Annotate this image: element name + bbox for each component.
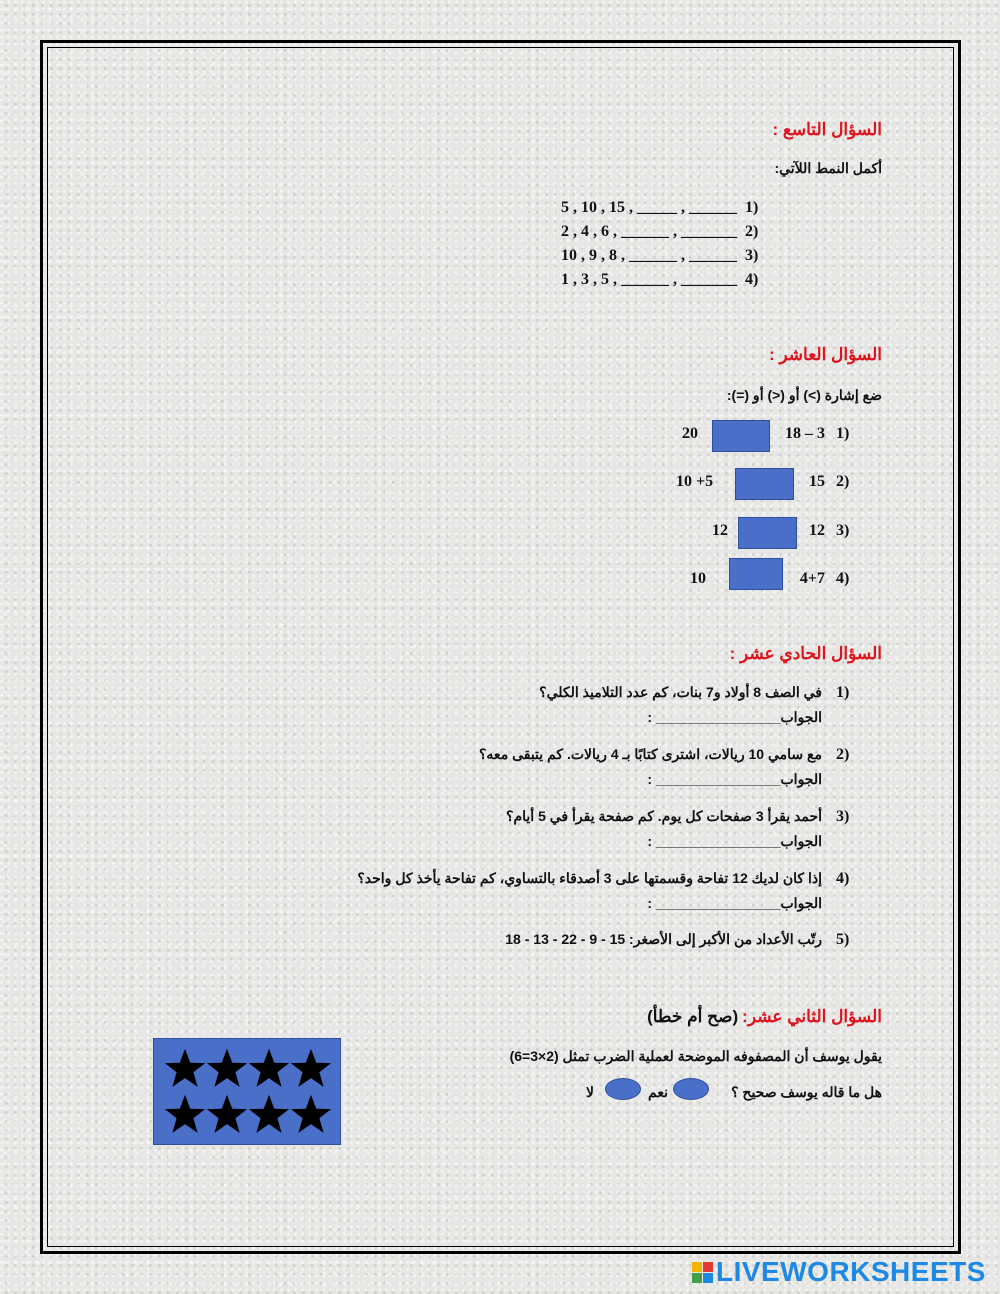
no-option-oval[interactable] <box>605 1078 641 1100</box>
star-icon <box>206 1047 248 1089</box>
q9-heading: السؤال التاسع : <box>772 120 882 139</box>
q10-item-left: 15 <box>809 473 825 490</box>
q11-item-text: إذا كان لديك 12 تفاحة وقسمتها على 3 أصدقاء بالتساوي، كم تفاحة يأخذ كل واحد؟ <box>357 870 822 886</box>
q9-item-sequence[interactable]: 1 , 3 , 5 , ______ , _______ <box>561 271 737 288</box>
star-icon <box>164 1093 206 1135</box>
q11-answer-line[interactable]: الجواب________________ : <box>647 709 822 725</box>
q9-item-sequence[interactable]: 5 , 10 , 15 , _____ , ______ <box>561 199 737 216</box>
q9-item-sequence[interactable]: 10 , 9 , 8 , ______ , ______ <box>561 247 737 264</box>
q11-item-num: 4) <box>836 870 850 887</box>
q12-heading-row <box>647 1007 882 1027</box>
star-icon <box>206 1093 248 1135</box>
star-array <box>153 1038 341 1145</box>
q9-item-num: 3) <box>745 247 759 264</box>
star-icon <box>248 1093 290 1135</box>
q10-item-left: 4+7 <box>799 570 825 587</box>
q11-heading: السؤال الحادي عشر : <box>729 644 882 663</box>
q9-item-num: 1) <box>745 199 759 216</box>
q10-item-num: 1) <box>836 425 850 442</box>
q11-answer-line[interactable]: الجواب________________ : <box>647 771 822 787</box>
q9-instruction: أكمل النمط اللآتي: <box>774 160 882 176</box>
star-icon <box>290 1093 332 1135</box>
q10-item-right: 12 <box>712 522 728 539</box>
q10-item-left: 12 <box>809 522 825 539</box>
logo-text: LIVEWORKSHEETS <box>716 1256 986 1287</box>
yes-option-oval[interactable] <box>673 1078 709 1100</box>
q10-item-left: 18 – 3 <box>785 425 825 442</box>
q10-heading: السؤال العاشر : <box>769 345 882 364</box>
q9-item-num: 4) <box>745 271 759 288</box>
q10-item-num: 3) <box>836 522 850 539</box>
q10-answer-box[interactable] <box>738 517 797 549</box>
q10-item-num: 4) <box>836 570 850 587</box>
q12-heading: السؤال الثاني عشر: <box>742 1007 882 1026</box>
logo-badge-icon <box>692 1262 713 1283</box>
q11-item-num: 3) <box>836 808 850 825</box>
q10-item-right: 10 +5 <box>676 473 714 490</box>
q11-item-text: رتّب الأعداد من الأكبر إلى الأصغر: 15 - 9 - 22 - 13 - 18 <box>505 931 822 947</box>
yes-label: نعم <box>648 1084 668 1100</box>
q10-item-num: 2) <box>836 473 850 490</box>
star-icon <box>290 1047 332 1089</box>
q12-heading-suffix: (صح أم خطأ) <box>647 1007 739 1026</box>
q10-answer-box[interactable] <box>735 468 794 500</box>
no-label: لا <box>586 1084 594 1100</box>
q11-item-num: 2) <box>836 746 850 763</box>
q11-item-text: أحمد يقرأ 3 صفحات كل يوم. كم صفحة يقرأ في 5 أيام؟ <box>506 808 822 824</box>
q11-item-text: مع سامي 10 ريالات، اشترى كتابًا بـ 4 ريالات. كم يتبقى معه؟ <box>479 746 822 762</box>
q12-question: هل ما قاله يوسف صحيح ؟ <box>731 1084 882 1100</box>
q11-item-num: 1) <box>836 684 850 701</box>
q10-answer-box[interactable] <box>712 420 770 452</box>
q10-item-right: 20 <box>682 425 698 442</box>
star-icon <box>248 1047 290 1089</box>
liveworksheets-logo[interactable] <box>692 1256 986 1288</box>
q9-item-num: 2) <box>745 223 759 240</box>
q10-answer-box[interactable] <box>729 558 783 590</box>
q11-item-text: في الصف 8 أولاد و7 بنات، كم عدد التلاميذ الكلي؟ <box>539 684 822 700</box>
q10-instruction: ضع إشارة (>) أو (<) أو (=): <box>726 387 882 403</box>
q11-answer-line[interactable]: الجواب________________ : <box>647 833 822 849</box>
q9-item-sequence[interactable]: 2 , 4 , 6 , ______ , _______ <box>561 223 737 240</box>
q11-answer-line[interactable]: الجواب________________ : <box>647 895 822 911</box>
q11-item-num: 5) <box>836 931 850 948</box>
q10-item-right: 10 <box>690 570 706 587</box>
q12-statement: يقول يوسف أن المصفوفه الموضحة لعملية الضرب تمثل (2×3=6) <box>509 1048 882 1064</box>
star-icon <box>164 1047 206 1089</box>
